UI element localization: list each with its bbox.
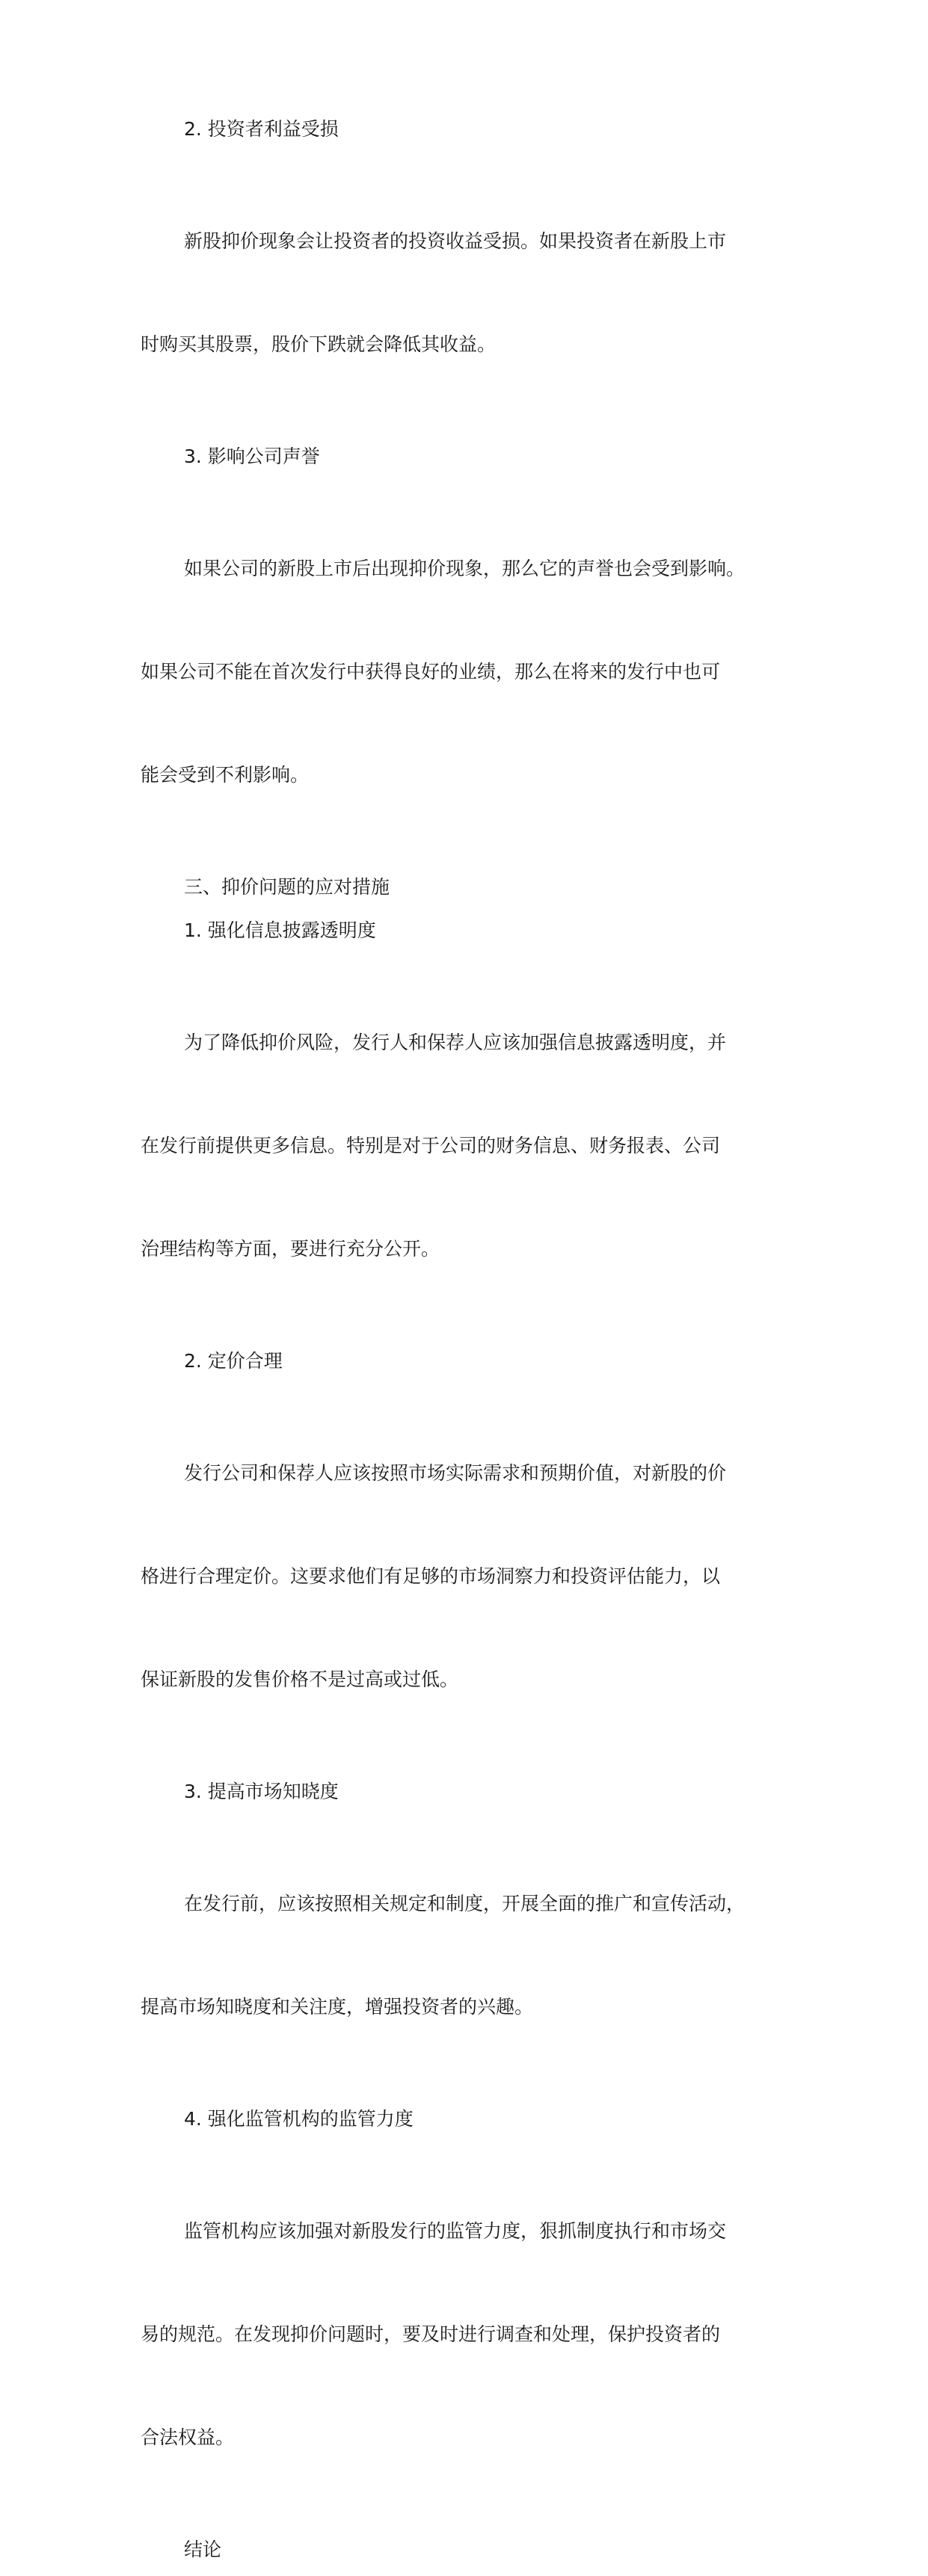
section-heading: 1. 强化信息披露透明度 [184, 919, 376, 941]
paragraph-line: 为了降低抑价风险，发行人和保荐人应该加强信息披露透明度，并 [184, 1032, 727, 1053]
paragraph [141, 957, 814, 1335]
document-body [141, 112, 814, 2576]
paragraph-line: 在发行前，应该按照相关规定和制度，开展全面的推广和宣传活动， [184, 1893, 746, 1914]
paragraph-line: 发行公司和保荐人应该按照市场实际需求和预期价值，对新股的价 [184, 1462, 727, 1484]
paragraph-line: 新股抑价现象会让投资者的投资收益受损。如果投资者在新股上市 [184, 230, 727, 252]
paragraph-line: 能会受到不利影响。 [141, 764, 310, 786]
paragraph-line: 易的规范。在发现抑价问题时，要及时进行调查和处理，保护投资者的 [141, 2323, 721, 2345]
paragraph-line: 提高市场知晓度和关注度，增强投资者的兴趣。 [141, 1996, 534, 2018]
section-heading: 2. 投资者利益受损 [184, 118, 339, 140]
paragraph [141, 1818, 814, 2093]
paragraph-line: 在发行前提供更多信息。特别是对于公司的财务信息、财务报表、公司 [141, 1135, 721, 1156]
paragraph-line: 如果公司的新股上市后出现抑价现象，那么它的声誉也会受到影响。 [184, 558, 746, 579]
paragraph [141, 155, 814, 431]
paragraph-line: 格进行合理定价。这要求他们有足够的市场洞察力和投资评估能力，以 [141, 1565, 721, 1587]
paragraph-line: 合法权益。 [141, 2426, 235, 2448]
paragraph [141, 1387, 814, 1766]
section-heading: 4. 强化监管机构的监管力度 [184, 2108, 414, 2130]
paragraph-line: 保证新股的发售价格不是过高或过低。 [141, 1668, 459, 1690]
paragraph-line: 治理结构等方面，要进行充分公开。 [141, 1238, 440, 1260]
paragraph-line: 监管机构应该加强对新股发行的监管力度，狠抓制度执行和市场交 [184, 2220, 727, 2242]
conclusion-heading: 结论 [184, 2539, 222, 2560]
paragraph-line: 时购买其股票，股价下跌就会降低其收益。 [141, 333, 497, 355]
section-heading: 3. 提高市场知晓度 [184, 1781, 339, 1802]
chapter-heading: 三、抑价问题的应对措施 [184, 876, 390, 898]
paragraph [141, 2145, 814, 2524]
section-heading: 3. 影响公司声誉 [184, 446, 320, 467]
paragraph [141, 483, 814, 861]
section-heading: 2. 定价合理 [184, 1350, 283, 1372]
paragraph-line: 如果公司不能在首次发行中获得良好的业绩，那么在将来的发行中也可 [141, 661, 721, 682]
